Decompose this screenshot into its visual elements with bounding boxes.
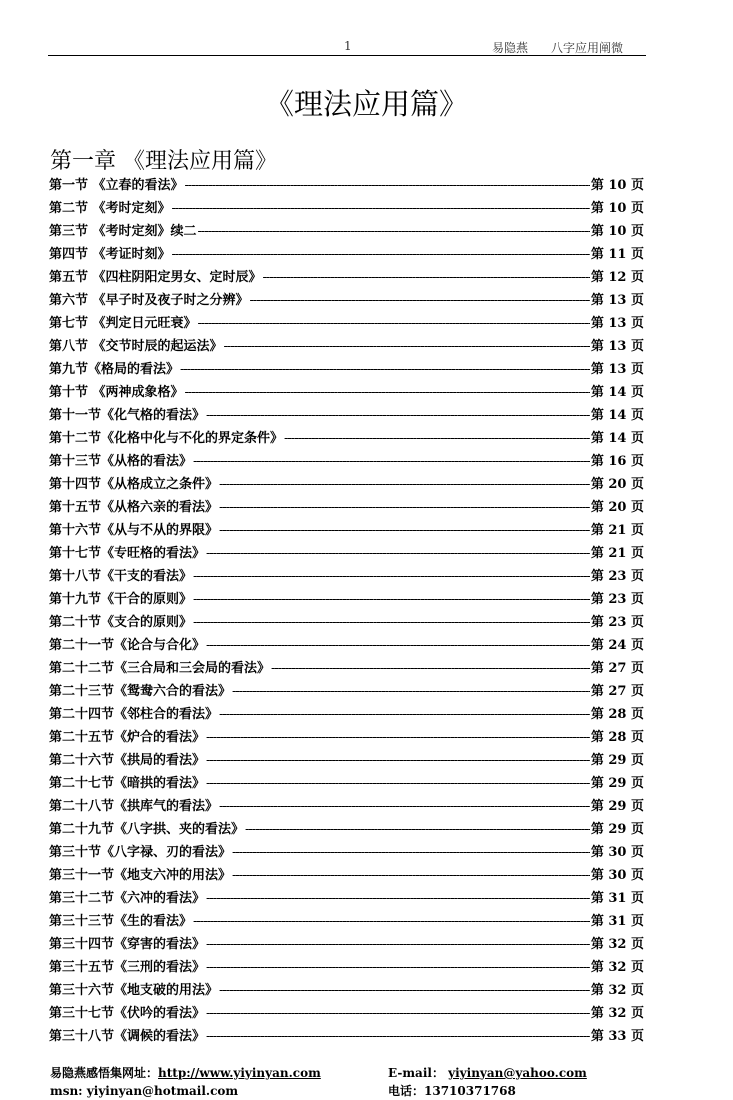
toc-leader-dashes [219,979,590,1002]
toc-leader-dashes [206,956,590,979]
toc-leader-dashes [206,1025,590,1048]
toc-entry[interactable] [49,335,644,358]
toc-leader-dashes [193,450,590,473]
toc-entry-page: 第 14 页 [590,408,644,423]
toc-entry-page: 第 13 页 [590,293,644,308]
toc-entry[interactable] [49,174,644,197]
toc-entry[interactable] [49,703,644,726]
toc-leader-dashes [284,427,590,450]
toc-entry-title: 第三十七节《伏吟的看法》 [49,1006,206,1021]
toc-entry-page: 第 31 页 [590,891,644,906]
toc-entry[interactable] [49,220,644,243]
table-of-contents [49,174,644,1048]
toc-entry-page: 第 20 页 [590,477,644,492]
footer-email-label: E-mail： [388,1066,444,1080]
toc-leader-dashes [193,565,590,588]
toc-entry-title: 第二十八节《拱库气的看法》 [49,799,219,814]
toc-entry-page: 第 32 页 [590,937,644,952]
toc-entry[interactable] [49,680,644,703]
toc-entry[interactable] [49,611,644,634]
toc-entry-title: 第三十二节《六冲的看法》 [49,891,206,906]
toc-entry-title: 第三十三节《生的看法》 [49,914,193,929]
toc-leader-dashes [263,266,590,289]
toc-entry-title: 第十九节《干合的原则》 [49,592,193,607]
footer-msn: msn: yiyinyan@hotmail.com [50,1084,239,1098]
document-title: 《理法应用篇》 [264,87,468,121]
toc-leader-dashes [206,542,590,565]
toc-leader-dashes [219,473,590,496]
toc-entry-title: 第四节 《考证时刻》 [49,247,171,262]
toc-entry[interactable] [49,358,644,381]
toc-entry-title: 第二十七节《暗拱的看法》 [49,776,206,791]
toc-entry-page: 第 10 页 [590,201,644,216]
toc-leader-dashes [206,749,590,772]
page-footer [50,1064,650,1100]
toc-entry-page: 第 23 页 [590,569,644,584]
toc-entry-title: 第十五节《从格六亲的看法》 [49,500,219,515]
toc-entry-page: 第 29 页 [590,776,644,791]
toc-entry-title: 第二十节《支合的原则》 [49,615,193,630]
toc-entry-title: 第十七节《专旺格的看法》 [49,546,206,561]
header-page-number: 1 [344,39,352,53]
toc-entry-title: 第一节 《立春的看法》 [49,178,184,193]
toc-entry[interactable] [49,312,644,335]
toc-entry-title: 第二节 《考时定刻》 [49,201,171,216]
toc-entry-page: 第 28 页 [590,730,644,745]
toc-entry[interactable] [49,772,644,795]
toc-entry-page: 第 27 页 [590,661,644,676]
toc-entry-title: 第二十一节《论合与合化》 [49,638,206,653]
toc-entry-page: 第 23 页 [590,592,644,607]
toc-entry-title: 第七节 《判定日元旺衰》 [49,316,197,331]
toc-leader-dashes [198,220,590,243]
toc-entry-page: 第 28 页 [590,707,644,722]
toc-entry[interactable] [49,289,644,312]
toc-leader-dashes [271,657,590,680]
toc-entry-title: 第二十六节《拱局的看法》 [49,753,206,768]
toc-leader-dashes [224,335,590,358]
toc-entry-title: 第三节 《考时定刻》续二 [49,224,197,239]
toc-leader-dashes [219,703,590,726]
toc-leader-dashes [219,519,590,542]
toc-entry-title: 第九节《格局的看法》 [49,362,180,377]
toc-leader-dashes [219,795,590,818]
toc-entry-title: 第八节 《交节时辰的起运法》 [49,339,223,354]
toc-entry-page: 第 11 页 [590,247,644,262]
toc-leader-dashes [193,588,590,611]
toc-entry-title: 第十八节《干支的看法》 [49,569,193,584]
toc-entry[interactable] [49,565,644,588]
toc-leader-dashes [198,312,590,335]
toc-leader-dashes [206,404,590,427]
toc-entry-page: 第 10 页 [590,224,644,239]
toc-entry[interactable] [49,749,644,772]
toc-entry[interactable] [49,933,644,956]
toc-entry[interactable] [49,979,644,1002]
toc-entry-page: 第 31 页 [590,914,644,929]
header-author: 易隐燕 [492,41,529,55]
footer-site-link[interactable]: http://www.yiyinyan.com [158,1066,321,1080]
toc-leader-dashes [206,634,590,657]
toc-entry-page: 第 21 页 [590,523,644,538]
toc-entry[interactable] [49,197,644,220]
toc-entry-page: 第 30 页 [590,845,644,860]
toc-entry-page: 第 32 页 [590,960,644,975]
toc-entry[interactable] [49,427,644,450]
toc-leader-dashes [232,841,590,864]
toc-leader-dashes [250,289,590,312]
toc-entry-page: 第 10 页 [590,178,644,193]
toc-entry-page: 第 32 页 [590,983,644,998]
toc-entry-page: 第 14 页 [590,431,644,446]
toc-entry-page: 第 27 页 [590,684,644,699]
toc-entry-page: 第 30 页 [590,868,644,883]
header-book-title: 八字应用阐微 [551,41,624,55]
toc-entry[interactable] [49,795,644,818]
toc-leader-dashes [206,887,590,910]
toc-entry[interactable] [49,864,644,887]
toc-entry-page: 第 12 页 [590,270,644,285]
toc-leader-dashes [193,910,590,933]
toc-entry-title: 第十四节《从格成立之条件》 [49,477,219,492]
toc-entry[interactable] [49,450,644,473]
toc-entry-title: 第三十四节《穿害的看法》 [49,937,206,952]
toc-leader-dashes [185,381,590,404]
toc-entry-title: 第十节 《两神成象格》 [49,385,184,400]
toc-entry[interactable] [49,243,644,266]
toc-leader-dashes [206,933,590,956]
toc-entry-page: 第 13 页 [590,316,644,331]
toc-leader-dashes [172,197,590,220]
toc-leader-dashes [172,243,590,266]
toc-entry[interactable] [49,473,644,496]
toc-entry[interactable] [49,496,644,519]
toc-entry-title: 第十六节《从与不从的界限》 [49,523,219,538]
toc-entry-title: 第三十六节《地支破的用法》 [49,983,219,998]
toc-entry-page: 第 14 页 [590,385,644,400]
toc-entry-page: 第 23 页 [590,615,644,630]
toc-entry-page: 第 29 页 [590,822,644,837]
toc-leader-dashes [180,358,590,381]
toc-entry-title: 第十三节《从格的看法》 [49,454,193,469]
chapter-heading: 第一章 《理法应用篇》 [50,149,277,174]
toc-leader-dashes [193,611,590,634]
toc-leader-dashes [232,864,590,887]
toc-leader-dashes [219,496,590,519]
toc-entry-page: 第 20 页 [590,500,644,515]
toc-entry[interactable] [49,588,644,611]
toc-entry-page: 第 21 页 [590,546,644,561]
toc-entry[interactable] [49,404,644,427]
toc-entry-title: 第二十三节《鸳鸯六合的看法》 [49,684,232,699]
toc-entry-page: 第 33 页 [590,1029,644,1044]
toc-entry[interactable] [49,956,644,979]
toc-entry[interactable] [49,726,644,749]
toc-entry-title: 第十一节《化气格的看法》 [49,408,206,423]
toc-leader-dashes [206,726,590,749]
toc-entry-page: 第 29 页 [590,753,644,768]
toc-entry[interactable] [49,542,644,565]
toc-entry[interactable] [49,887,644,910]
footer-site-label: 易隐燕感悟集网址： [50,1066,159,1080]
toc-entry[interactable] [49,1002,644,1025]
toc-entry-title: 第三十节《八字禄、刃的看法》 [49,845,232,860]
toc-entry[interactable] [49,910,644,933]
toc-leader-dashes [232,680,590,703]
toc-leader-dashes [206,1002,590,1025]
toc-entry-title: 第二十五节《炉合的看法》 [49,730,206,745]
toc-entry[interactable] [49,519,644,542]
toc-entry[interactable] [49,381,644,404]
toc-leader-dashes [245,818,590,841]
toc-entry-page: 第 13 页 [590,339,644,354]
toc-entry-page: 第 32 页 [590,1006,644,1021]
footer-email-link[interactable]: yiyinyan@yahoo.com [448,1066,587,1080]
toc-entry-page: 第 24 页 [590,638,644,653]
toc-entry-title: 第五节 《四柱阴阳定男女、定时辰》 [49,270,262,285]
toc-entry-title: 第三十八节《调候的看法》 [49,1029,206,1044]
toc-entry[interactable] [49,634,644,657]
footer-phone: 电话：13710371768 [388,1084,516,1098]
toc-entry-page: 第 29 页 [590,799,644,814]
toc-entry-title: 第二十九节《八字拱、夹的看法》 [49,822,245,837]
toc-entry-title: 第二十四节《邻柱合的看法》 [49,707,219,722]
toc-entry[interactable] [49,266,644,289]
page-header [48,37,646,56]
toc-leader-dashes [185,174,590,197]
toc-entry[interactable] [49,1025,644,1048]
toc-entry[interactable] [49,657,644,680]
toc-entry-title: 第三十一节《地支六冲的用法》 [49,868,232,883]
toc-entry-title: 第六节 《早子时及夜子时之分辨》 [49,293,249,308]
toc-leader-dashes [206,772,590,795]
toc-entry-page: 第 13 页 [590,362,644,377]
toc-entry[interactable] [49,841,644,864]
toc-entry-title: 第十二节《化格中化与不化的界定条件》 [49,431,284,446]
toc-entry[interactable] [49,818,644,841]
toc-entry-title: 第二十二节《三合局和三会局的看法》 [49,661,271,676]
toc-entry-title: 第三十五节《三刑的看法》 [49,960,206,975]
toc-entry-page: 第 16 页 [590,454,644,469]
